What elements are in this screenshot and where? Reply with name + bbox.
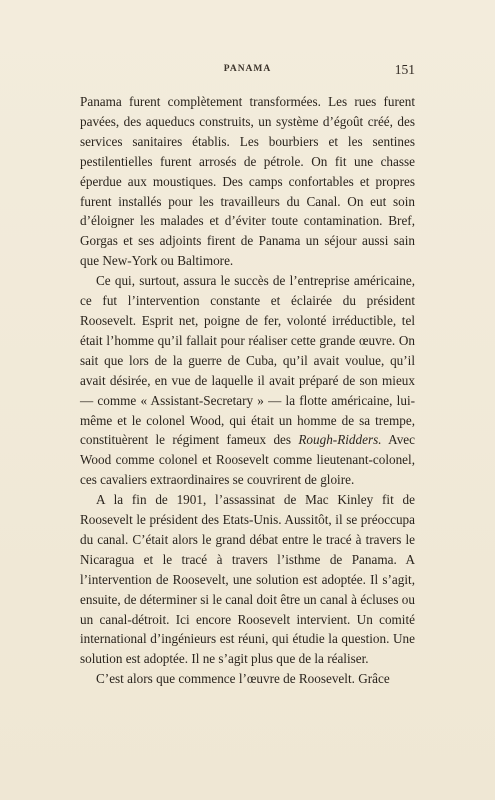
page-header bbox=[80, 64, 415, 80]
paragraph-1: Panama furent complètement transformées. Les rues furent pavées, des aqueducs construits, un système d’égoût créé, des services sanitaires établis. Les bourbiers et les sentines pestilentielles furent arrosés de pétrole. On fit une chasse éperdue aux moustiques. Des camps confortables et propres furent installés pour les travailleurs du Canal. On eut soin d’éloigner les malades et d’éviter toute contamination. Bref, Gorgas et ses adjoints firent de Panama un séjour aussi sain que New-York ou Baltimore. bbox=[80, 94, 415, 269]
italic-term: Rough-Ridders. bbox=[298, 432, 382, 448]
page-number: 151 bbox=[394, 62, 415, 77]
paragraph-2 bbox=[80, 271, 415, 490]
body-text bbox=[80, 92, 415, 689]
paragraph-3: A la fin de 1901, l’assassinat de Mac Kinley fit de Roosevelt le président des Etats-Unis. Aussitôt, il se préoccupa du canal. C’était alors le grand débat entre le tracé à travers le Nicaragua et le tracé à travers l’isthme de Panama. A l’intervention de Roosevelt, une solution est adoptée. Il s’agit, ensuite, de déterminer si le canal doit être un canal à écluses ou un canal-détroit. Ici encore Roosevelt intervient. Un comité international d’ingénieurs est réuni, qui étudie la question. Une solution est adoptée. Il ne s’agit plus que de la réaliser. bbox=[80, 492, 415, 667]
paragraph-4: C’est alors que commence l’œuvre de Roosevelt. Grâce bbox=[96, 671, 390, 687]
paragraph-2-text-before-italic: Ce qui, surtout, assura le succès de l’entreprise américaine, ce fut l’intervention constante et éclairée du président Roosevelt. Esprit net, poigne de fer, volonté irréductible, tel était l’homme qu’il fallait pour réaliser cette grande œuvre. On sait que lors de la guerre de Cuba, qu’il avait voulue, qu’il avait désirée, en vue de laquelle il avait préparé de son mieux — comme « Assistant-Secretary » — la flotte américaine, lui-même et le colonel Wood, qui était un homme de sa trempe, constituèrent le régiment fameux des bbox=[80, 273, 415, 448]
running-head: PANAMA bbox=[223, 64, 272, 74]
paragraph-2-text-after-italic: Avec Wood comme colonel et Roosevelt comme lieutenant-colonel, ces cavaliers extraordinaires se couvrirent de gloire. bbox=[80, 432, 415, 488]
